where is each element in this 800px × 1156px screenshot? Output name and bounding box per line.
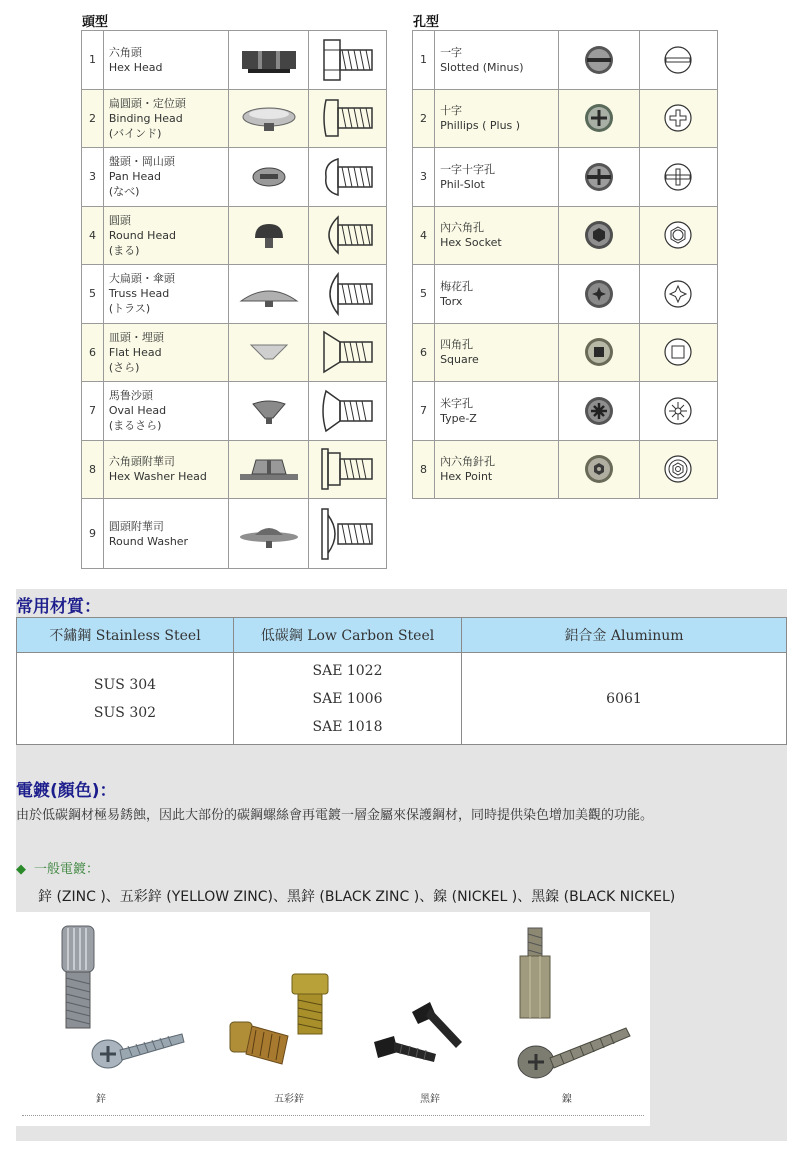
row-number: 6 — [82, 323, 104, 382]
table-row — [82, 148, 387, 207]
grade: SAE 1022 — [312, 662, 383, 679]
drive-name-zh: 內六角孔 — [440, 221, 485, 235]
phillips-drive-diagram — [639, 89, 717, 148]
hex-socket-drive-photo — [559, 206, 639, 265]
row-number: 7 — [82, 382, 104, 441]
table-row — [82, 499, 387, 569]
slotted-drive-photo — [559, 31, 639, 90]
head-name — [103, 323, 228, 382]
table-row — [413, 89, 718, 148]
drive-name-zh: 米字孔 — [440, 396, 474, 410]
row-number: 1 — [413, 31, 435, 90]
row-number: 4 — [82, 206, 104, 265]
drive-name — [435, 265, 559, 324]
drive-name — [435, 148, 559, 207]
row-number: 5 — [413, 265, 435, 324]
head-name — [103, 89, 228, 148]
column-header-aluminum: 鋁合金 Aluminum — [462, 618, 787, 653]
plating-bullet — [16, 858, 99, 877]
drive-name-en: Square — [440, 353, 479, 367]
round-head-photo — [229, 206, 309, 265]
head-section-title: 頭型 — [82, 15, 109, 30]
stainless-grades — [17, 653, 234, 745]
grade: 6061 — [606, 690, 642, 707]
phil-slot-drive-diagram — [639, 148, 717, 207]
phil-slot-drive-photo — [559, 148, 639, 207]
table-row — [413, 206, 718, 265]
pan-head-diagram — [309, 148, 387, 207]
head-name — [103, 382, 228, 441]
caption-black-zinc: 黑鋅 — [420, 1094, 440, 1105]
table-row — [17, 653, 787, 745]
drive-name — [435, 206, 559, 265]
head-name-zh: 圓頭附華司 — [108, 519, 164, 533]
table-row — [82, 440, 387, 499]
row-number: 8 — [82, 440, 104, 499]
round-washer-head-diagram — [309, 499, 387, 569]
drive-name — [435, 382, 559, 441]
head-name-zh: 六角頭附華司 — [108, 455, 175, 469]
pan-head-photo — [229, 148, 309, 207]
plating-samples-photo — [16, 912, 650, 1126]
flat-head-diagram — [309, 323, 387, 382]
table-row — [82, 206, 387, 265]
head-name — [103, 148, 228, 207]
truss-head-diagram — [309, 265, 387, 324]
finish-list: 鋅 (ZINC )、五彩鋅 (YELLOW ZINC)、黑鋅 (BLACK ZINC )、鎳 (NICKEL )、黑鎳 (BLACK NICKEL) — [38, 889, 676, 905]
drive-name — [435, 31, 559, 90]
hex-point-drive-photo — [559, 440, 639, 499]
head-name-zh: 大扁頭・傘頭 — [108, 272, 175, 286]
head-name-zh: 扁圓頭・定位頭 — [108, 96, 186, 110]
round-head-diagram — [309, 206, 387, 265]
row-number: 8 — [413, 440, 435, 499]
table-row — [82, 382, 387, 441]
drive-name — [435, 89, 559, 148]
table-row — [82, 323, 387, 382]
binding-head-photo — [229, 89, 309, 148]
drive-name — [435, 323, 559, 382]
yellow-zinc-screws-illustration — [230, 974, 328, 1064]
table-row — [413, 382, 718, 441]
drive-name-zh: 四角孔 — [440, 338, 474, 352]
drive-name-en: Slotted (Minus) — [440, 60, 524, 74]
drive-name-en: Phillips ( Plus ) — [440, 119, 521, 133]
oval-head-photo — [229, 382, 309, 441]
row-number: 4 — [413, 206, 435, 265]
table-row — [82, 89, 387, 148]
head-name-jp: (まるさら) — [108, 419, 162, 433]
head-name-en: Hex Head — [108, 60, 163, 74]
drive-name-zh: 內六角針孔 — [440, 455, 496, 469]
head-name-zh: 馬鲁沙頭 — [108, 389, 153, 403]
hex-point-drive-diagram — [639, 440, 717, 499]
hex-head-photo — [229, 31, 309, 90]
head-name-en: Oval Head — [108, 404, 167, 418]
column-header-carbon: 低碳鋼 Low Carbon Steel — [234, 618, 462, 653]
binding-head-diagram — [309, 89, 387, 148]
type-z-drive-photo — [559, 382, 639, 441]
head-name — [103, 499, 228, 569]
head-name-en: Hex Washer Head — [108, 470, 207, 484]
head-name-jp: (まる) — [108, 243, 140, 257]
carbon-grades — [234, 653, 462, 745]
zinc-screw-illustration — [92, 1034, 184, 1068]
table-row — [82, 31, 387, 90]
slotted-drive-diagram — [639, 31, 717, 90]
row-number: 7 — [413, 382, 435, 441]
head-name-zh: 六角頭 — [108, 45, 142, 59]
drive-name-en: Hex Point — [440, 470, 493, 484]
round-washer-head-photo — [229, 499, 309, 569]
hex-washer-head-diagram — [309, 440, 387, 499]
row-number: 9 — [82, 499, 104, 569]
table-header-row — [17, 618, 787, 653]
head-name — [103, 31, 228, 90]
zinc-standoff-illustration — [62, 926, 94, 1028]
drive-name — [435, 440, 559, 499]
truss-head-photo — [229, 265, 309, 324]
head-name — [103, 265, 228, 324]
oval-head-diagram — [309, 382, 387, 441]
caption-nickel: 鎳 — [562, 1094, 572, 1105]
table-row — [82, 265, 387, 324]
head-name — [103, 206, 228, 265]
type-z-drive-diagram — [639, 382, 717, 441]
row-number: 5 — [82, 265, 104, 324]
drive-type-table — [412, 30, 718, 499]
square-drive-diagram — [639, 323, 717, 382]
materials-title: 常用材質： — [16, 597, 101, 617]
head-name-en: Round Head — [108, 228, 176, 242]
table-row — [413, 323, 718, 382]
row-number: 3 — [82, 148, 104, 207]
column-header-stainless: 不鏽鋼 Stainless Steel — [17, 618, 234, 653]
head-name-jp: (さら) — [108, 360, 140, 374]
aluminum-grades — [462, 653, 787, 745]
caption-zinc: 鋅 — [96, 1094, 106, 1105]
row-number: 6 — [413, 323, 435, 382]
phillips-drive-photo — [559, 89, 639, 148]
torx-drive-diagram — [639, 265, 717, 324]
head-name-en: Flat Head — [108, 345, 162, 359]
diamond-bullet-icon: ◆ — [16, 862, 26, 877]
row-number: 2 — [413, 89, 435, 148]
grade: SUS 302 — [93, 704, 157, 721]
drive-name-en: Torx — [440, 294, 463, 308]
head-name-en: Round Washer — [108, 534, 189, 548]
drive-name-zh: 梅花孔 — [440, 279, 474, 293]
drive-name-en: Type-Z — [440, 411, 477, 425]
table-row — [413, 440, 718, 499]
table-row — [413, 148, 718, 207]
torx-drive-photo — [559, 265, 639, 324]
table-row — [413, 265, 718, 324]
plating-description: 由於低碳鋼材極易銹蝕，因此大部份的碳鋼螺絲會再電鍍一層金屬來保護鋼材，同時提供染色增加美觀的功能。 — [16, 808, 654, 823]
grade: SUS 304 — [93, 676, 157, 693]
dotted-divider — [22, 1115, 644, 1116]
hex-socket-drive-diagram — [639, 206, 717, 265]
plating-title: 電鍍(顏色)： — [16, 781, 117, 801]
hole-section-title: 孔型 — [413, 15, 440, 30]
head-name-jp: (バインド) — [108, 126, 162, 140]
head-name-jp: (なべ) — [108, 185, 140, 199]
head-name-jp: (トラス) — [108, 302, 151, 316]
nickel-parts-illustration — [518, 928, 630, 1078]
grade: SAE 1006 — [312, 690, 383, 707]
caption-yellow-zinc: 五彩鋅 — [274, 1094, 304, 1105]
drive-name-zh: 一字 — [440, 45, 463, 59]
table-row — [413, 31, 718, 90]
head-name-en: Pan Head — [108, 170, 161, 184]
head-name-en: Binding Head — [108, 111, 183, 125]
hex-washer-head-photo — [229, 440, 309, 499]
row-number: 2 — [82, 89, 104, 148]
bullet-label: 一般電鍍： — [34, 862, 100, 877]
drive-name-en: Phil-Slot — [440, 177, 485, 191]
drive-name-zh: 一字十字孔 — [440, 162, 496, 176]
head-name-zh: 盤頭・岡山頭 — [108, 155, 175, 169]
row-number: 1 — [82, 31, 104, 90]
materials-table — [16, 617, 787, 745]
flat-head-photo — [229, 323, 309, 382]
head-name-zh: 皿頭・埋頭 — [108, 330, 164, 344]
drive-name-en: Hex Socket — [440, 236, 502, 250]
black-zinc-screws-illustration — [374, 1002, 462, 1062]
grade: SAE 1018 — [312, 718, 383, 735]
head-name-en: Truss Head — [108, 287, 170, 301]
square-drive-photo — [559, 323, 639, 382]
head-name — [103, 440, 228, 499]
head-type-table — [81, 30, 387, 569]
drive-name-zh: 十字 — [440, 104, 463, 118]
row-number: 3 — [413, 148, 435, 207]
head-name-zh: 圓頭 — [108, 213, 131, 227]
hex-head-diagram — [309, 31, 387, 90]
